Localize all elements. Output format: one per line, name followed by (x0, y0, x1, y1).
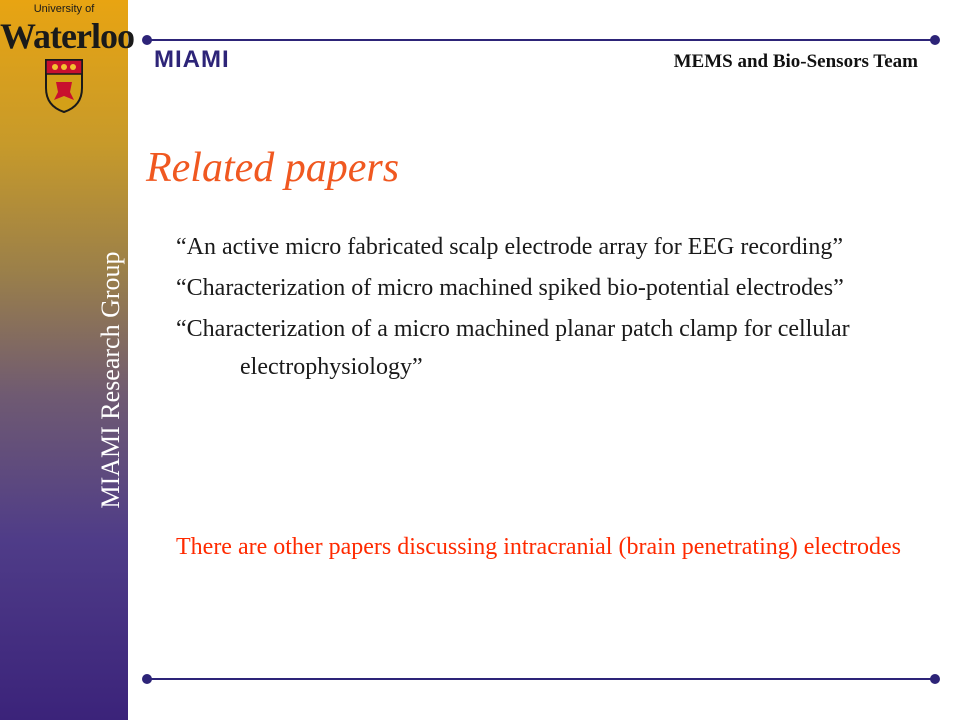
divider-dot-icon (142, 674, 152, 684)
logo-small-text: University of (33, 3, 95, 15)
sidebar-line-1: MIAMI Research Group (96, 251, 125, 509)
sidebar (0, 0, 154, 720)
header-right-label: MEMS and Bio-Sensors Team (673, 51, 918, 72)
papers-list (176, 228, 876, 389)
divider-dot-icon (930, 674, 940, 684)
note-text: There are other papers discussing intracranial (brain penetrating) electrodes (176, 534, 902, 560)
top-divider (146, 39, 936, 41)
divider-dot-icon (930, 35, 940, 45)
divider-dot-icon (142, 35, 152, 45)
paper-item: “An active micro fabricated scalp electrode array for EEG recording” (176, 234, 843, 260)
logo-big-text: Waterloo (0, 16, 134, 56)
header-left-label: MIAMI (154, 46, 230, 73)
bottom-divider (146, 678, 936, 680)
slide-title: Related papers (146, 145, 400, 191)
sidebar-line-2: Electrical and Computer Eng. Dept. (125, 193, 154, 567)
paper-item: “Characterization of micro machined spiked bio-potential electrodes” (176, 275, 844, 301)
crest-icon (44, 58, 84, 114)
paper-item: “Characterization of a micro machined planar patch clamp for cellular electrophysiology” (176, 316, 850, 380)
